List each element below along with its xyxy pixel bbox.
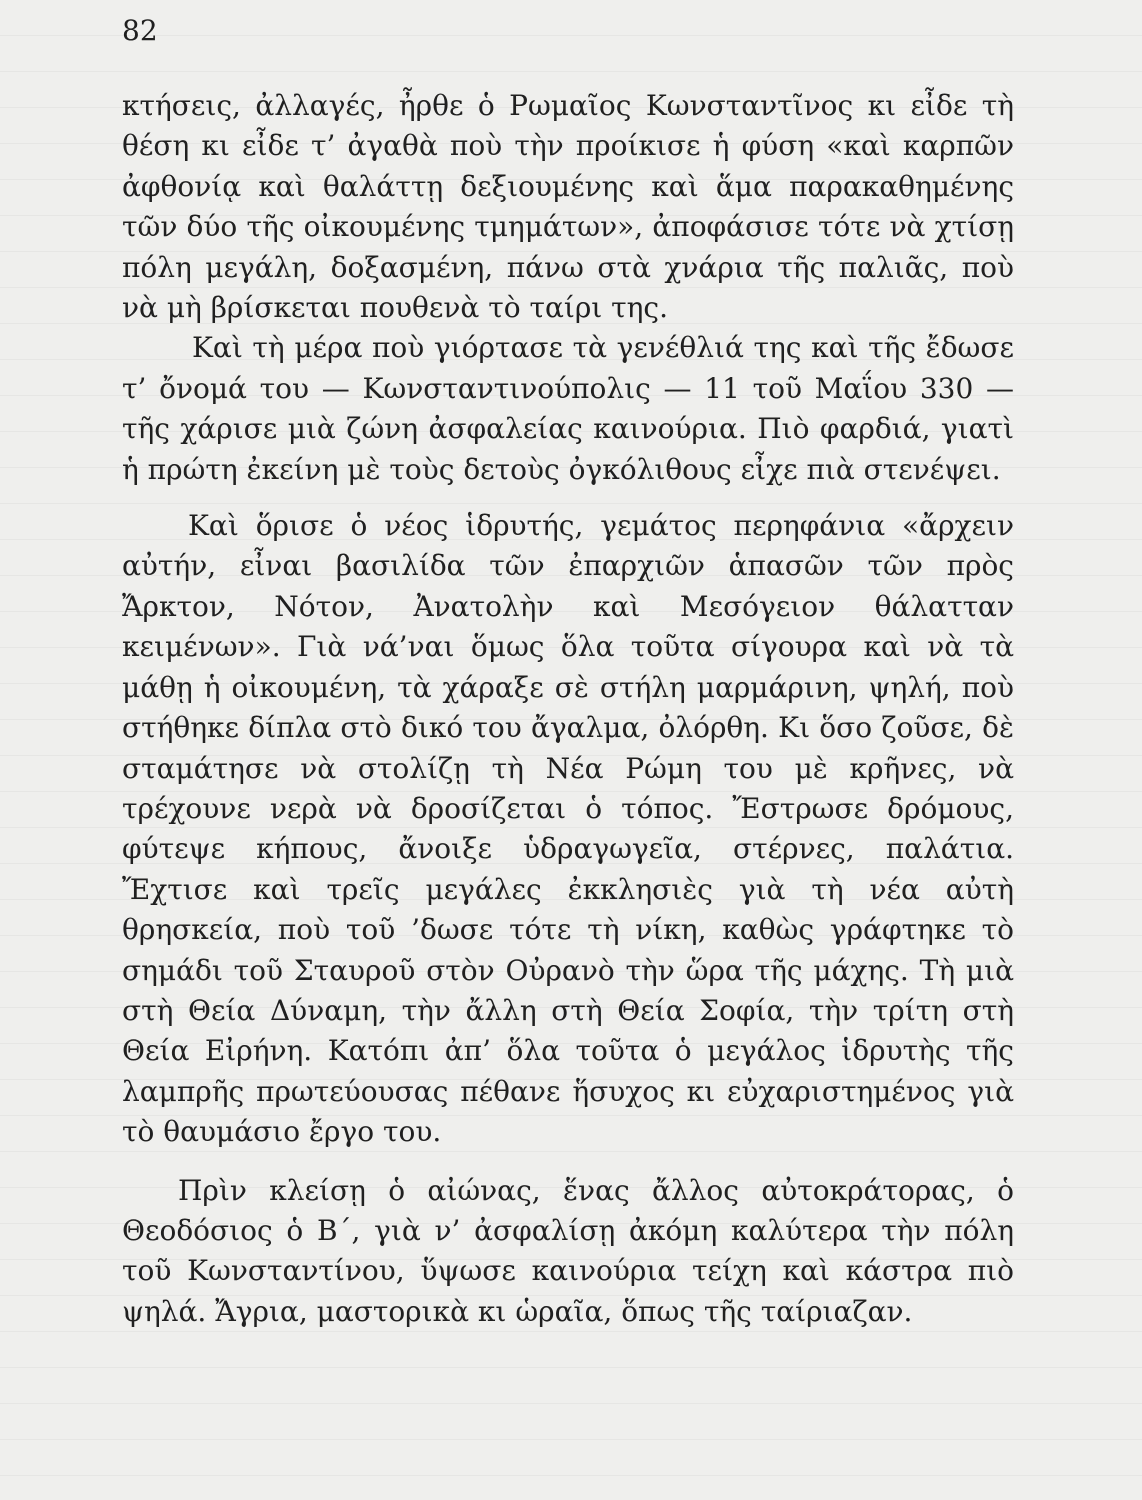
page-number: 82 [122, 14, 158, 47]
paragraph-4: Πρὶν κλείσῃ ὁ αἰώνας, ἕνας ἄλλος αὐτοκράτορας, ὁ Θεοδόσιος ὁ Β΄, γιὰ ν’ ἀσφαλίσῃ ἀκόμη καλύτερα τὴν πόλη τοῦ Κωνσταντίνου, ὕψωσε καινούρια τείχη καὶ κάστρα πιὸ ψηλά. Ἄγρια, μαστορικὰ κι ὡραῖα, ὅπως τῆς ταίριαζαν. [122, 1173, 1014, 1328]
body-text [122, 86, 1014, 1332]
paragraph-1: κτήσεις, ἀλλαγές, ἦρθε ὁ Ρωμαῖος Κωνσταντῖνος κι εἶδε τὴ θέση κι εἶδε τ’ ἀγαθὰ ποὺ τὴν προίκισε ἡ φύση «καὶ καρπῶν ἀφθονίᾳ καὶ θαλάττῃ δεξιουμένης καὶ ἅμα παρακαθημένης τῶν δύο τῆς οἰκουμένης τμημάτων», ἀποφάσισε τότε νὰ χτίσῃ πόλη μεγάλη, δοξασμένη, πάνω στὰ χνάρια τῆς παλιᾶς, ποὺ νὰ μὴ βρίσκεται πουθενὰ τὸ ταίρι της. [122, 89, 1014, 325]
paragraph-2: Καὶ τὴ μέρα ποὺ γιόρτασε τὰ γενέθλιά της καὶ τῆς ἔδωσε τ’ ὄνομά του — Κωνσταντινούπολις — 11 τοῦ Μαΐου 330 — τῆς χάρισε μιὰ ζώνη ἀσφαλείας καινούρια. Πιὸ φαρδιά, γιατὶ ἡ πρώτη ἐκείνη μὲ τοὺς δετοὺς ὀγκόλιθους εἶχε πιὰ στενέψει. [122, 331, 1014, 486]
paragraph-3: Καὶ ὅρισε ὁ νέος ἱδρυτής, γεμάτος περηφάνια «ἄρχειν αὐτήν, εἶναι βασιλίδα τῶν ἐπαρχιῶν ἁπασῶν τῶν πρὸς Ἄρκτον, Νότον, Ἀνατολὴν καὶ Μεσόγειον θάλατταν κειμένων». Γιὰ νά’ναι ὅμως ὅλα τοῦτα σίγουρα καὶ νὰ τὰ μάθῃ ἡ οἰκουμένη, τὰ χάραξε σὲ στήλη μαρμάρινη, ψηλή, ποὺ στήθηκε δίπλα στὸ δικό του ἄγαλμα, ὀλόρθη. Κι ὅσο ζοῦσε, δὲ σταμάτησε νὰ στολίζῃ τὴ Νέα Ρώμη του μὲ κρῆνες, νὰ τρέχουνε νερὰ νὰ δροσίζεται ὁ τόπος. Ἔστρωσε δρόμους, φύτεψε κήπους, ἄνοιξε ὑδραγωγεῖα, στέρνες, παλάτια. Ἔχτισε καὶ τρεῖς μεγάλες ἐκκλησιὲς γιὰ τὴ νέα αὐτὴ θρησκεία, ποὺ τοῦ ’δωσε τότε τὴ νίκη, καθὼς γράφτηκε τὸ σημάδι τοῦ Σταυροῦ στὸν Οὐρανὸ τὴν ὥρα τῆς μάχης. Τὴ μιὰ στὴ Θεία Δύναμη, τὴν ἄλλη στὴ Θεία Σοφία, τὴν τρίτη στὴ Θεία Εἰρήνη. Κατόπι ἀπ’ ὅλα τοῦτα ὁ μεγάλος ἱδρυτὴς τῆς λαμπρῆς πρωτεύουσας πέθανε ἥσυχος κι εὐχαριστημένος γιὰ τὸ θαυμάσιο ἔργο του. [122, 509, 1014, 1149]
